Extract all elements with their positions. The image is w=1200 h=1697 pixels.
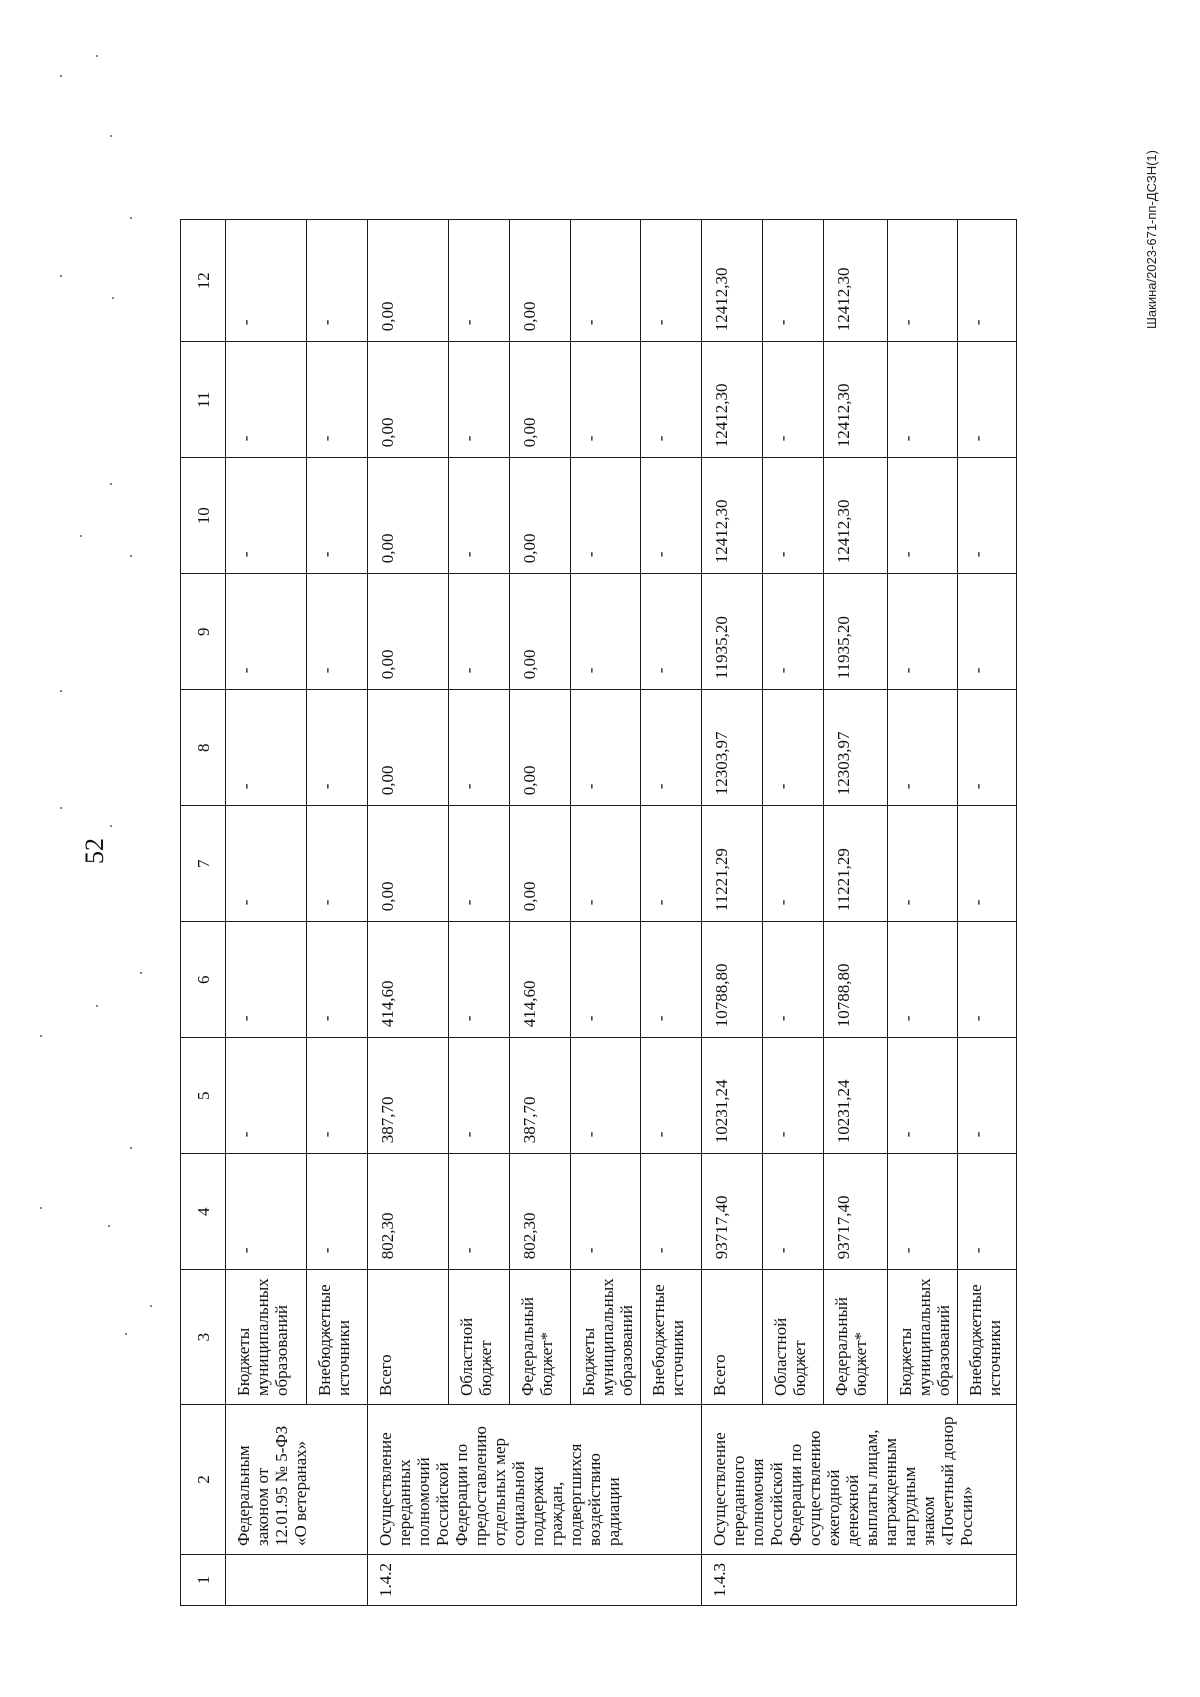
amount-cell: -	[449, 220, 510, 342]
amount-cell: -	[571, 922, 641, 1038]
amount-cell: 12412,30	[824, 342, 888, 458]
column-number: 2	[181, 1405, 226, 1555]
column-number: 9	[181, 574, 226, 690]
amount-cell: 414,60	[510, 922, 571, 1038]
amount-cell: 12412,30	[702, 220, 763, 342]
scan-speck	[110, 825, 112, 827]
amount-cell: -	[763, 806, 824, 922]
column-number: 3	[181, 1270, 226, 1405]
scan-speck	[110, 483, 112, 485]
amount-cell: -	[226, 574, 307, 690]
amount-cell: -	[958, 574, 1017, 690]
amount-cell: -	[763, 922, 824, 1038]
column-number: 1	[181, 1555, 226, 1606]
amount-cell: 12412,30	[824, 458, 888, 574]
column-number: 6	[181, 922, 226, 1038]
table-row	[449, 220, 510, 1606]
amount-cell: -	[571, 806, 641, 922]
amount-cell: -	[449, 342, 510, 458]
funding-source: Бюджеты муниципальных образований	[226, 1270, 307, 1405]
amount-cell: 387,70	[510, 1038, 571, 1154]
amount-cell: -	[449, 458, 510, 574]
amount-cell: 12412,30	[702, 342, 763, 458]
amount-cell: -	[888, 806, 958, 922]
amount-cell: -	[763, 220, 824, 342]
amount-cell: 0,00	[510, 342, 571, 458]
column-number: 7	[181, 806, 226, 922]
amount-cell: 0,00	[368, 342, 449, 458]
amount-cell: 10788,80	[702, 922, 763, 1038]
scan-speck	[96, 55, 98, 57]
amount-cell: -	[763, 1038, 824, 1154]
amount-cell: -	[763, 342, 824, 458]
amount-cell: -	[958, 220, 1017, 342]
item-number: 1.4.2	[368, 1555, 702, 1606]
scan-speck	[40, 1035, 42, 1037]
amount-cell: -	[571, 342, 641, 458]
amount-cell: 0,00	[368, 690, 449, 806]
amount-cell: -	[641, 220, 702, 342]
funding-source: Внебюджетные источники	[641, 1270, 702, 1405]
table-row	[763, 220, 824, 1606]
scan-speck	[40, 1207, 42, 1209]
scan-speck	[60, 807, 62, 809]
amount-cell: -	[449, 690, 510, 806]
amount-cell: -	[641, 690, 702, 806]
table-row	[958, 220, 1017, 1606]
funding-source: Всего	[702, 1270, 763, 1405]
amount-cell: 10231,24	[824, 1038, 888, 1154]
amount-cell: -	[571, 458, 641, 574]
amount-cell: 93717,40	[824, 1154, 888, 1270]
amount-cell: 11221,29	[702, 806, 763, 922]
scan-speck	[150, 1305, 152, 1307]
amount-cell: 12303,97	[702, 690, 763, 806]
table-row	[888, 220, 958, 1606]
scan-speck	[130, 1147, 132, 1149]
amount-cell: -	[226, 458, 307, 574]
amount-cell: -	[641, 806, 702, 922]
amount-cell: -	[226, 1038, 307, 1154]
amount-cell: -	[958, 690, 1017, 806]
scan-speck	[130, 555, 132, 557]
amount-cell: 93717,40	[702, 1154, 763, 1270]
funding-source: Внебюджетные источники	[958, 1270, 1017, 1405]
column-number: 12	[181, 220, 226, 342]
column-number: 10	[181, 458, 226, 574]
funding-source: Областной бюджет	[763, 1270, 824, 1405]
amount-cell: -	[449, 574, 510, 690]
amount-cell: 0,00	[510, 458, 571, 574]
amount-cell: -	[763, 458, 824, 574]
amount-cell: 414,60	[368, 922, 449, 1038]
amount-cell: -	[763, 574, 824, 690]
scan-speck	[80, 535, 82, 537]
item-description: Осуществление переданных полномочий Российской Федерации по предоставлению отдельных мер социальной поддержки граждан, подвергшихся воздействию радиации	[368, 1405, 702, 1555]
scan-speck	[110, 135, 112, 137]
table-row	[641, 220, 702, 1606]
amount-cell: -	[571, 220, 641, 342]
amount-cell: -	[641, 1038, 702, 1154]
table-row	[307, 220, 368, 1606]
amount-cell: 0,00	[510, 690, 571, 806]
amount-cell: 11935,20	[824, 574, 888, 690]
amount-cell: -	[958, 342, 1017, 458]
amount-cell: 12303,97	[824, 690, 888, 806]
amount-cell: -	[763, 1154, 824, 1270]
amount-cell: -	[307, 574, 368, 690]
table-row	[571, 220, 641, 1606]
amount-cell: -	[958, 1154, 1017, 1270]
column-number: 4	[181, 1154, 226, 1270]
amount-cell: -	[571, 574, 641, 690]
amount-cell: -	[888, 458, 958, 574]
amount-cell: -	[888, 342, 958, 458]
scan-speck	[140, 972, 142, 974]
scan-speck	[60, 75, 62, 77]
amount-cell: -	[571, 1038, 641, 1154]
item-number: 1.4.3	[702, 1555, 1017, 1606]
amount-cell: -	[307, 220, 368, 342]
amount-cell: -	[307, 458, 368, 574]
amount-cell: -	[958, 922, 1017, 1038]
amount-cell: -	[888, 690, 958, 806]
funding-source: Бюджеты муниципальных образований	[571, 1270, 641, 1405]
amount-cell: 0,00	[368, 806, 449, 922]
amount-cell: 0,00	[510, 220, 571, 342]
amount-cell: -	[888, 574, 958, 690]
amount-cell: -	[226, 690, 307, 806]
amount-cell: 11221,29	[824, 806, 888, 922]
document-watermark: Шакина/2023-671-пп-ДСЗН(1)	[1144, 150, 1159, 329]
amount-cell: -	[449, 806, 510, 922]
amount-cell: 11935,20	[702, 574, 763, 690]
amount-cell: 802,30	[368, 1154, 449, 1270]
amount-cell: 387,70	[368, 1038, 449, 1154]
amount-cell: -	[958, 1038, 1017, 1154]
scan-speck	[96, 1005, 98, 1007]
amount-cell: -	[307, 806, 368, 922]
table-row	[702, 220, 763, 1606]
amount-cell: -	[958, 806, 1017, 922]
column-number: 11	[181, 342, 226, 458]
amount-cell: 10788,80	[824, 922, 888, 1038]
table-row	[368, 220, 449, 1606]
amount-cell: -	[226, 806, 307, 922]
column-number: 8	[181, 690, 226, 806]
amount-cell: -	[307, 1154, 368, 1270]
amount-cell: -	[958, 458, 1017, 574]
amount-cell: -	[226, 1154, 307, 1270]
amount-cell: -	[449, 1038, 510, 1154]
item-number	[226, 1555, 368, 1606]
scan-speck	[60, 275, 62, 277]
amount-cell: -	[571, 1154, 641, 1270]
amount-cell: 10231,24	[702, 1038, 763, 1154]
scan-speck	[112, 297, 114, 299]
amount-cell: 0,00	[510, 574, 571, 690]
page-number: 52	[80, 838, 109, 864]
amount-cell: -	[641, 458, 702, 574]
funding-source: Бюджеты муниципальных образований	[888, 1270, 958, 1405]
column-number-row	[181, 220, 226, 1606]
amount-cell: -	[307, 690, 368, 806]
scan-speck	[108, 1225, 110, 1227]
table-row	[226, 220, 307, 1606]
amount-cell: 0,00	[368, 458, 449, 574]
item-description: Федеральным законом от 12.01.95 № 5-ФЗ «О ветеранах»	[226, 1405, 368, 1555]
amount-cell: -	[449, 1154, 510, 1270]
funding-source: Федеральный бюджет*	[510, 1270, 571, 1405]
amount-cell: -	[641, 574, 702, 690]
amount-cell: -	[307, 342, 368, 458]
scan-speck	[130, 217, 132, 219]
amount-cell: -	[888, 1038, 958, 1154]
amount-cell: 802,30	[510, 1154, 571, 1270]
amount-cell: -	[226, 220, 307, 342]
amount-cell: -	[226, 342, 307, 458]
funding-source: Всего	[368, 1270, 449, 1405]
table-row	[824, 220, 888, 1606]
amount-cell: -	[307, 1038, 368, 1154]
amount-cell: -	[888, 220, 958, 342]
table-row	[510, 220, 571, 1606]
budget-table	[180, 219, 1017, 1606]
amount-cell: -	[763, 690, 824, 806]
amount-cell: -	[888, 922, 958, 1038]
amount-cell: 0,00	[368, 220, 449, 342]
amount-cell: 0,00	[510, 806, 571, 922]
amount-cell: 12412,30	[702, 458, 763, 574]
amount-cell: -	[641, 922, 702, 1038]
amount-cell: 0,00	[368, 574, 449, 690]
scan-speck	[125, 1333, 127, 1335]
amount-cell: -	[888, 1154, 958, 1270]
amount-cell: -	[449, 922, 510, 1038]
funding-source: Внебюджетные источники	[307, 1270, 368, 1405]
funding-source: Областной бюджет	[449, 1270, 510, 1405]
amount-cell: 12412,30	[824, 220, 888, 342]
column-number: 5	[181, 1038, 226, 1154]
amount-cell: -	[641, 1154, 702, 1270]
scan-speck	[60, 690, 62, 692]
funding-source: Федеральный бюджет*	[824, 1270, 888, 1405]
item-description: Осуществление переданного полномочия Российской Федерации по осуществлению ежегодной денежной выплаты лицам, награжденным нагрудным знаком «Почетный донор России»	[702, 1405, 1017, 1555]
amount-cell: -	[641, 342, 702, 458]
amount-cell: -	[307, 922, 368, 1038]
amount-cell: -	[226, 922, 307, 1038]
amount-cell: -	[571, 690, 641, 806]
